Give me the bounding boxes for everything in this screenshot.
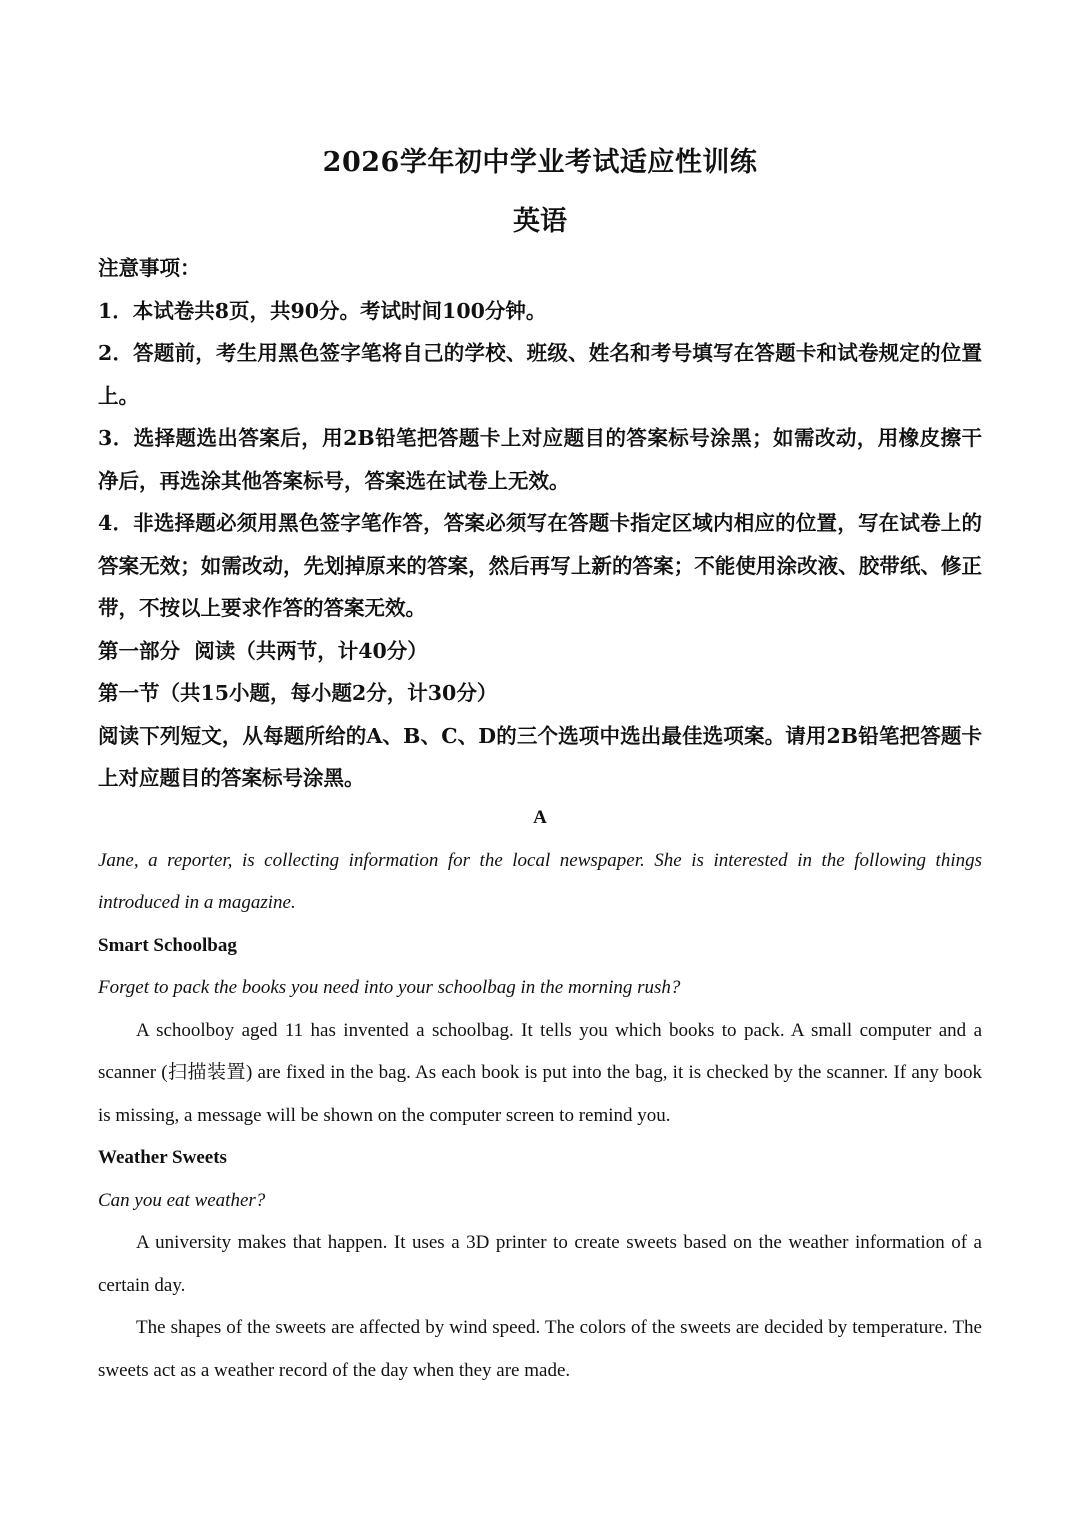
instruction-item-3: 3．选择题选出答案后，用2B铅笔把答题卡上对应题目的答案标号涂黑；如需改动，用橡皮擦干净后，再选涂其他答案标号，答案选在试卷上无效。 — [98, 426, 982, 493]
item-paragraph-weather-sweets-2: The shapes of the sweets are affected by wind speed. The colors of the sweets are decided by temperature. The sweets act as a weather record of the day when they are made. — [98, 1317, 982, 1381]
instruction-item-1: 1．本试卷共8页，共90分。考试时间100分钟。 — [98, 298, 547, 323]
exam-title: 2026学年初中学业考试适应性训练 — [322, 147, 758, 178]
section-part-heading: 第一部分 阅读（共两节，计40分） — [98, 638, 428, 663]
instructions-block — [98, 247, 982, 800]
instructions-heading: 注意事项： — [98, 256, 201, 280]
reading-passage-a — [98, 797, 982, 1392]
section-subsection-heading: 第一节（共15小题，每小题2分，计30分） — [98, 681, 498, 705]
item-paragraph-smart-schoolbag: A schoolboy aged 11 has invented a schoolbag. It tells you which books to pack. A small computer and a scanner (扫描装置) are fixed in the bag. As each book is put into the bag, it is checked by the scanner. If any book is missing, a message will be shown on the computer screen to remind you. — [98, 1019, 982, 1126]
instruction-item-2: 2．答题前，考生用黑色签字笔将自己的学校、班级、姓名和考号填写在答题卡和试卷规定的位置上。 — [98, 341, 982, 408]
instruction-item-4: 4．非选择题必须用黑色签字笔作答，答案必须写在答题卡指定区域内相应的位置，写在试卷上的答案无效；如需改动，先划掉原来的答案，然后再写上新的答案；不能使用涂改液、胶带纸、修正带，不按以上要求作答的答案无效。 — [98, 511, 982, 620]
item-question-weather-sweets: Can you eat weather? — [98, 1189, 266, 1211]
exam-subject: 英语 — [513, 206, 567, 237]
item-question-smart-schoolbag: Forget to pack the books you need into your schoolbag in the morning rush? — [98, 977, 681, 998]
passage-label: A — [533, 807, 547, 828]
item-heading-smart-schoolbag: Smart Schoolbag — [98, 934, 237, 956]
section-directions: 阅读下列短文，从每题所给的A、B、C、D的三个选项中选出最佳选项案。请用2B铅笔把答题卡上对应题目的答案标号涂黑。 — [98, 723, 982, 790]
item-paragraph-weather-sweets-1: A university makes that happen. It uses a 3D printer to create sweets based on the weather information of a certain day. — [98, 1232, 982, 1296]
item-heading-weather-sweets: Weather Sweets — [98, 1147, 227, 1168]
passage-intro: Jane, a reporter, is collecting information for the local newspaper. She is interested in the following things introduced in a magazine. — [98, 849, 982, 913]
